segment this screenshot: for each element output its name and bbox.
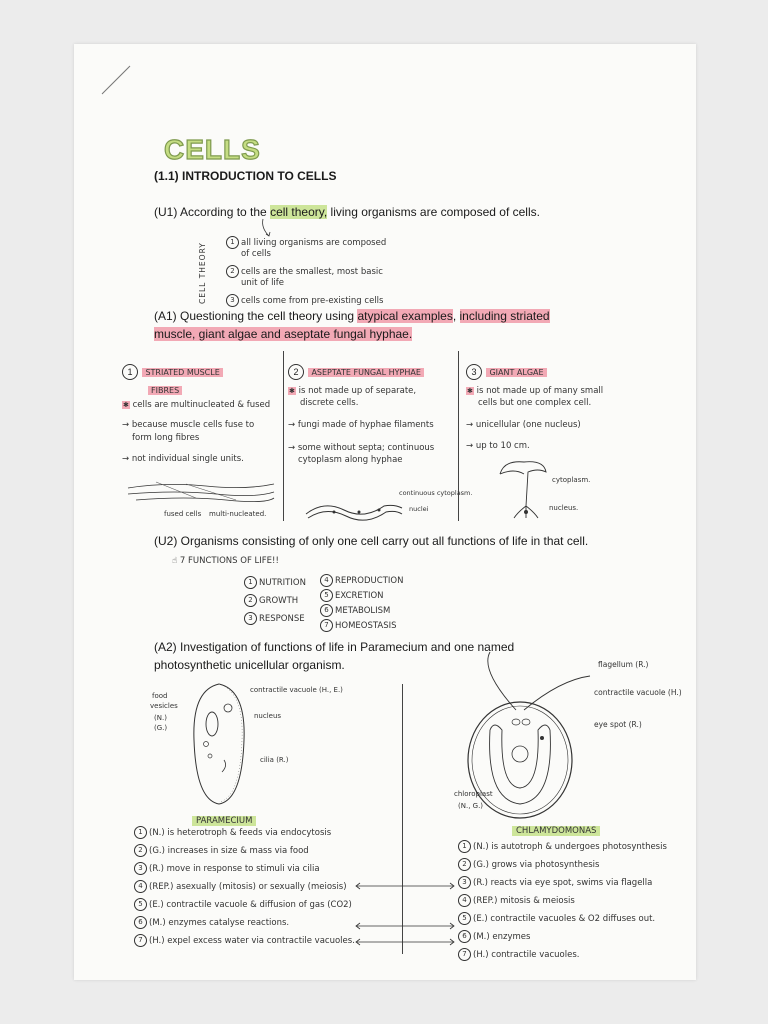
chlamydomonas-note: 3 (R.) reacts via eye spot, swims via flagella <box>458 876 667 889</box>
pencil-stroke <box>100 64 134 98</box>
paramecium-note: 7 (H.) expel excess water via contractile vacuoles. <box>134 934 355 947</box>
functions-col-1: 1 NUTRITION 2 GROWTH 3 RESPONSE <box>244 576 306 625</box>
striated-muscle-column: 1 STRIATED MUSCLE FIBRES ✱ cells are multinucleated & fused → because muscle cells fuse to form long fibres → not individual single units. <box>122 362 280 464</box>
a2-statement: (A2) Investigation of functions of life in Paramecium and one named <box>154 640 515 654</box>
chlamydomonas-note: 6 (M.) enzymes <box>458 930 667 943</box>
chloroplast-label: chloroplast <box>454 790 493 798</box>
paramecium-notes <box>134 826 355 947</box>
chlamydomonas-note: 2 (G.) grows via photosynthesis <box>458 858 667 871</box>
chlamydomonas-note: 7 (H.) contractile vacuoles. <box>458 948 667 961</box>
cell-theory-label: CELL THEORY <box>198 242 207 304</box>
chlamydomonas-name: CHLAMYDOMONAS <box>512 820 600 838</box>
nuclei-label: nuclei <box>409 505 429 513</box>
cilia-label: cilia (R.) <box>260 756 289 764</box>
u2-statement: (U2) Organisms consisting of only one cell carry out all functions of life in that cell. <box>154 534 589 548</box>
hyphae-sketch <box>304 496 404 522</box>
cell-theory-list <box>226 236 386 307</box>
star-icon: ✱ <box>467 387 473 395</box>
giant-algae-sketch <box>494 456 554 522</box>
multinucleated-label: multi-nucleated. <box>209 510 267 518</box>
cell-theory-item-cont: of cells <box>241 249 271 259</box>
star-icon: ✱ <box>123 401 129 409</box>
cell-theory-item-cont: unit of life <box>241 278 285 289</box>
cytoplasm-label: cytoplasm. <box>552 476 591 484</box>
paramecium-note: 6 (M.) enzymes catalyse reactions. <box>134 916 355 929</box>
u1-statement: (U1) According to the cell theory, living organisms are composed of cells. <box>154 205 540 219</box>
hand-icon: ☝ <box>172 556 178 566</box>
cell-theory-item: 3 cells come from pre-existing cells <box>226 294 386 307</box>
paramecium-note: 2 (G.) increases in size & mass via food <box>134 844 355 857</box>
eye-spot-label: eye spot (R.) <box>594 720 642 729</box>
chlamydomonas-notes <box>458 840 667 961</box>
muscle-fibre-sketch <box>126 478 276 508</box>
page-title: CELLS <box>164 134 261 165</box>
flagellum-label: flagellum (R.) <box>598 660 649 669</box>
cell-theory-item: 2 cells are the smallest, most basic <box>226 265 386 278</box>
fused-cells-label: fused cells <box>164 510 202 518</box>
functions-heading: ☝ 7 FUNCTIONS OF LIFE!! <box>172 556 279 566</box>
paramecium-note: 5 (E.) contractile vacuole & diffusion of gas (CO2) <box>134 898 355 911</box>
continuous-cytoplasm-label: continuous cytoplasm. <box>399 489 473 497</box>
vesicles-label: vesicles <box>150 702 178 710</box>
star-icon: ✱ <box>289 387 295 395</box>
cell-theory-item: 1 all living organisms are composed <box>226 236 386 249</box>
contractile-vacuole-label: contractile vacuole (H., E.) <box>250 686 343 694</box>
a1-statement-line2: muscle, giant algae and aseptate fungal hyphae. <box>154 327 413 341</box>
nucleus-label: nucleus. <box>549 504 579 512</box>
chlamydomonas-note: 4 (REP.) mitosis & meiosis <box>458 894 667 907</box>
chlamydomonas-note: 1 (N.) is autotroph & undergoes photosynthesis <box>458 840 667 853</box>
functions-col-2: 4 REPRODUCTION 5 EXCRETION 6 METABOLISM 7 HOMEOSTASIS <box>320 574 403 632</box>
giant-algae-column: 3 GIANT ALGAE ✱ is not made up of many small cells but one complex cell. → unicellular (one nucleus) → up to 10 cm. <box>466 362 646 451</box>
paramecium-name: PARAMECIUM <box>192 810 256 828</box>
aseptate-hyphae-column: 2 ASEPTATE FUNGAL HYPHAE ✱ is not made up of separate, discrete cells. → fungi made of hyphae filaments → some without septa; continuous cytoplasm along hyphae <box>288 362 456 465</box>
a1-statement: (A1) Questioning the cell theory using atypical examples, including striated <box>154 309 550 323</box>
paramecium-diagram <box>184 680 254 810</box>
nucleus-label: nucleus <box>254 712 282 720</box>
food-label: food <box>152 692 168 700</box>
paramecium-note: 4 (REP.) asexually (mitosis) or sexually (meiosis) <box>134 880 355 893</box>
nutrition-tag: (N.) <box>154 714 167 722</box>
section-heading: (1.1) INTRODUCTION TO CELLS <box>154 169 337 183</box>
growth-tag: (G.) <box>154 724 168 732</box>
a2-statement-line2: photosynthetic unicellular organism. <box>154 658 345 672</box>
contractile-vacuole-label: contractile vacuole (H.) <box>594 688 682 697</box>
comparison-arrows <box>354 882 458 946</box>
notes-page <box>74 44 696 980</box>
paramecium-note: 1 (N.) is heterotroph & feeds via endocytosis <box>134 826 355 839</box>
chloroplast-tag: (N., G.) <box>458 802 484 810</box>
chlamydomonas-note: 5 (E.) contractile vacuoles & O2 diffuses out. <box>458 912 667 925</box>
column-divider <box>283 351 284 521</box>
paramecium-note: 3 (R.) move in response to stimuli via cilia <box>134 862 355 875</box>
